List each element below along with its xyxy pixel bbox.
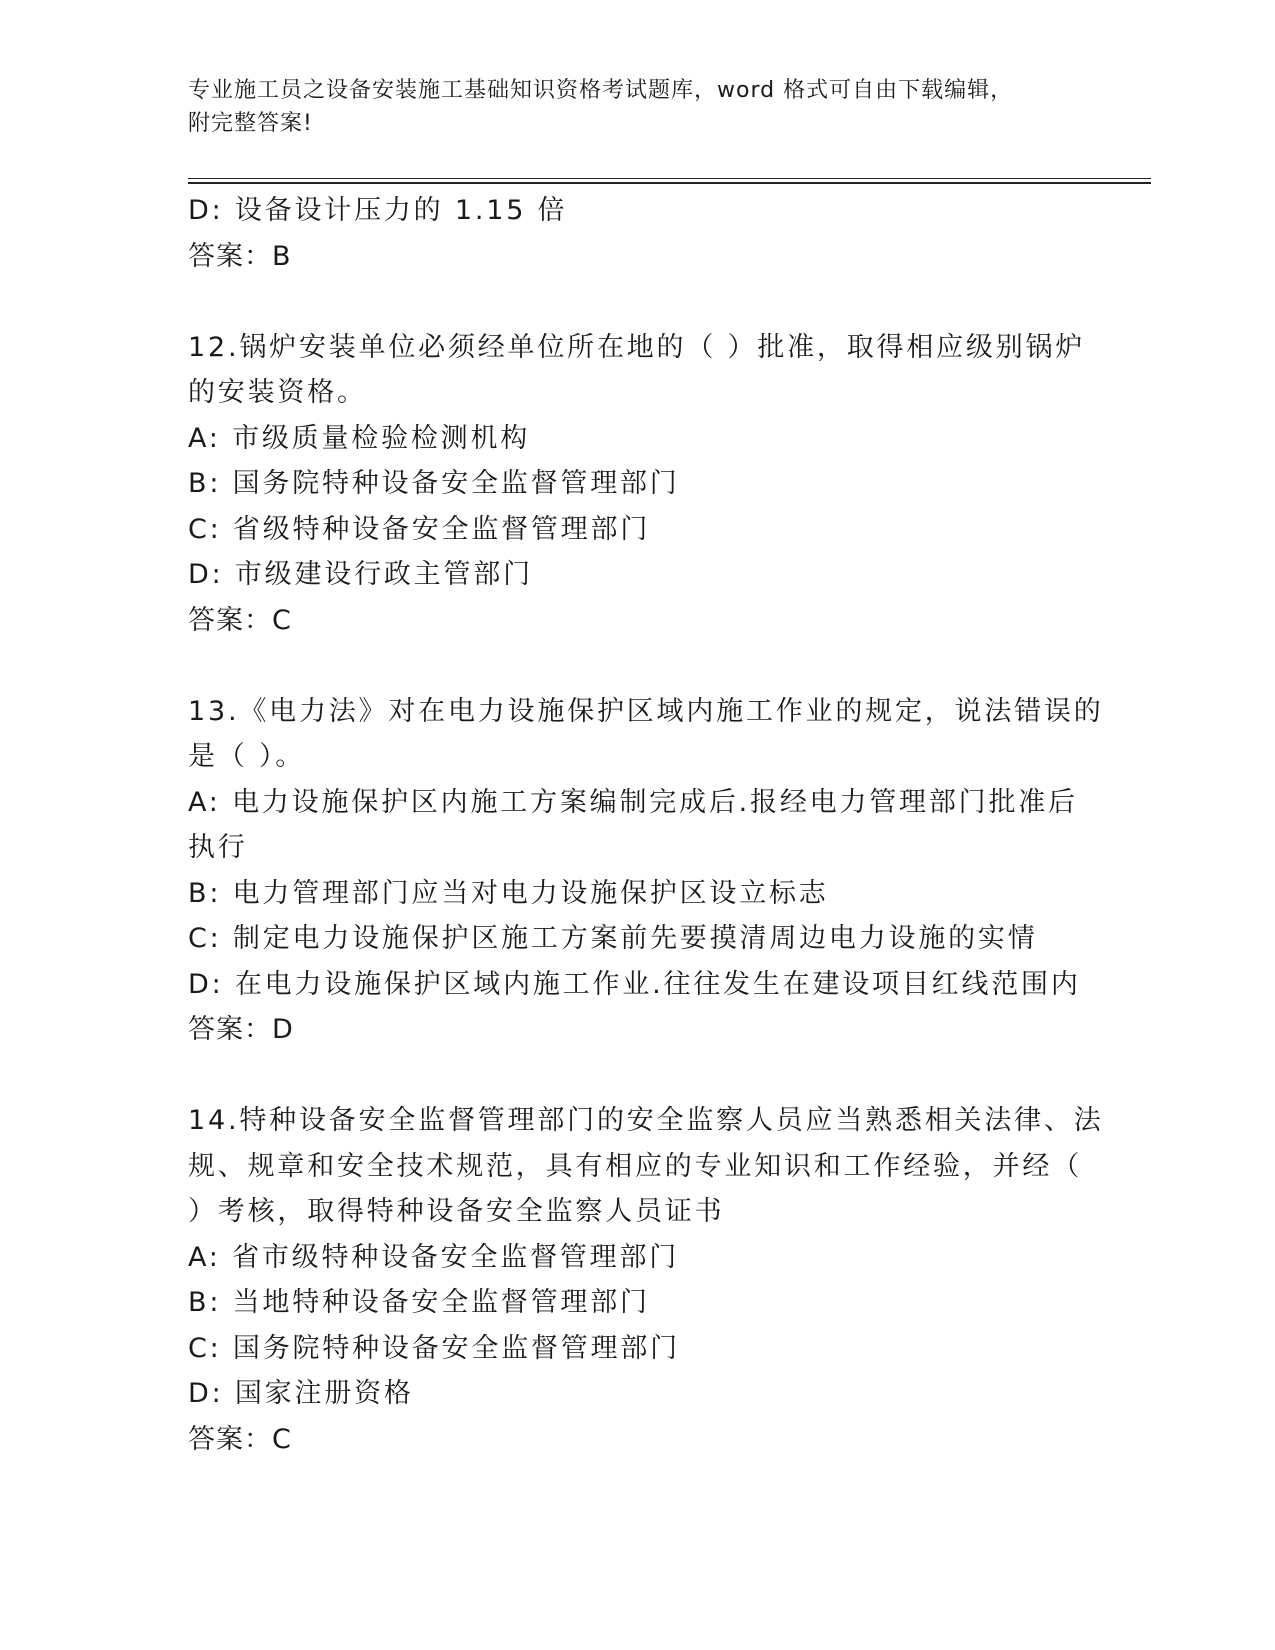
answer: 答案：C: [188, 604, 292, 636]
spacer: [188, 279, 1088, 325]
spacer: [188, 1053, 1088, 1099]
option-b: B: 电力管理部门应当对电力设施保护区设立标志: [188, 877, 829, 909]
header-line-1: 专业施工员之设备安装施工基础知识资格考试题库，word 格式可自由下载编辑，: [188, 78, 1014, 103]
answer: 答案：C: [188, 1423, 292, 1455]
question-14: [188, 1098, 1104, 1462]
option-c: C: 省级特种设备安全监督管理部门: [188, 513, 651, 545]
option-c: C: 国务院特种设备安全监督管理部门: [188, 1332, 680, 1364]
question-stem: 13.《电力法》对在电力设施保护区域内施工作业的规定，说法错误的: [188, 695, 1104, 727]
option-a: A: 市级质量检验检测机构: [188, 422, 531, 454]
header-divider-thin: [188, 178, 1151, 179]
answer: 答案：B: [188, 240, 292, 272]
question-stem-cont: ）考核，取得特种设备安全监察人员证书: [188, 1196, 725, 1227]
option-a-cont: 执行: [188, 832, 248, 863]
previous-question-tail: [188, 188, 1088, 279]
question-stem: 12.锅炉安装单位必须经单位所在地的（ ）批准，取得相应级别锅炉: [188, 331, 1086, 363]
document-header: [188, 74, 1088, 140]
document-body: [188, 188, 1104, 1462]
option-d: D: 在电力设施保护区域内施工作业.往往发生在建设项目红线范围内: [188, 968, 1081, 1000]
option-a: A: 电力设施保护区内施工方案编制完成后.报经电力管理部门批准后: [188, 786, 1078, 818]
question-stem-cont: 规、规章和安全技术规范，具有相应的专业知识和工作经验，并经（: [188, 1150, 1082, 1182]
answer: 答案：D: [188, 1014, 294, 1045]
option-b: B: 国务院特种设备安全监督管理部门: [188, 468, 680, 499]
question-12: [188, 325, 1088, 644]
question-stem-cont: 的安装资格。: [188, 377, 367, 408]
header-line-2: 附完整答案!: [188, 111, 313, 136]
option-a: A: 省市级特种设备安全监督管理部门: [188, 1241, 680, 1273]
spacer: [188, 643, 1088, 689]
option-d: D: 设备设计压力的 1.15 倍: [188, 195, 568, 226]
header-divider-thick: [188, 182, 1151, 184]
question-13: [188, 689, 1104, 1053]
option-b: B: 当地特种设备安全监督管理部门: [188, 1287, 650, 1318]
option-d: D: 市级建设行政主管部门: [188, 559, 533, 590]
question-stem-cont: 是（ ）。: [188, 741, 306, 772]
option-d: D: 国家注册资格: [188, 1378, 414, 1409]
option-c: C: 制定电力设施保护区施工方案前先要摸清周边电力设施的实情: [188, 923, 1038, 954]
question-stem: 14.特种设备安全监督管理部门的安全监察人员应当熟悉相关法律、法: [188, 1105, 1104, 1136]
